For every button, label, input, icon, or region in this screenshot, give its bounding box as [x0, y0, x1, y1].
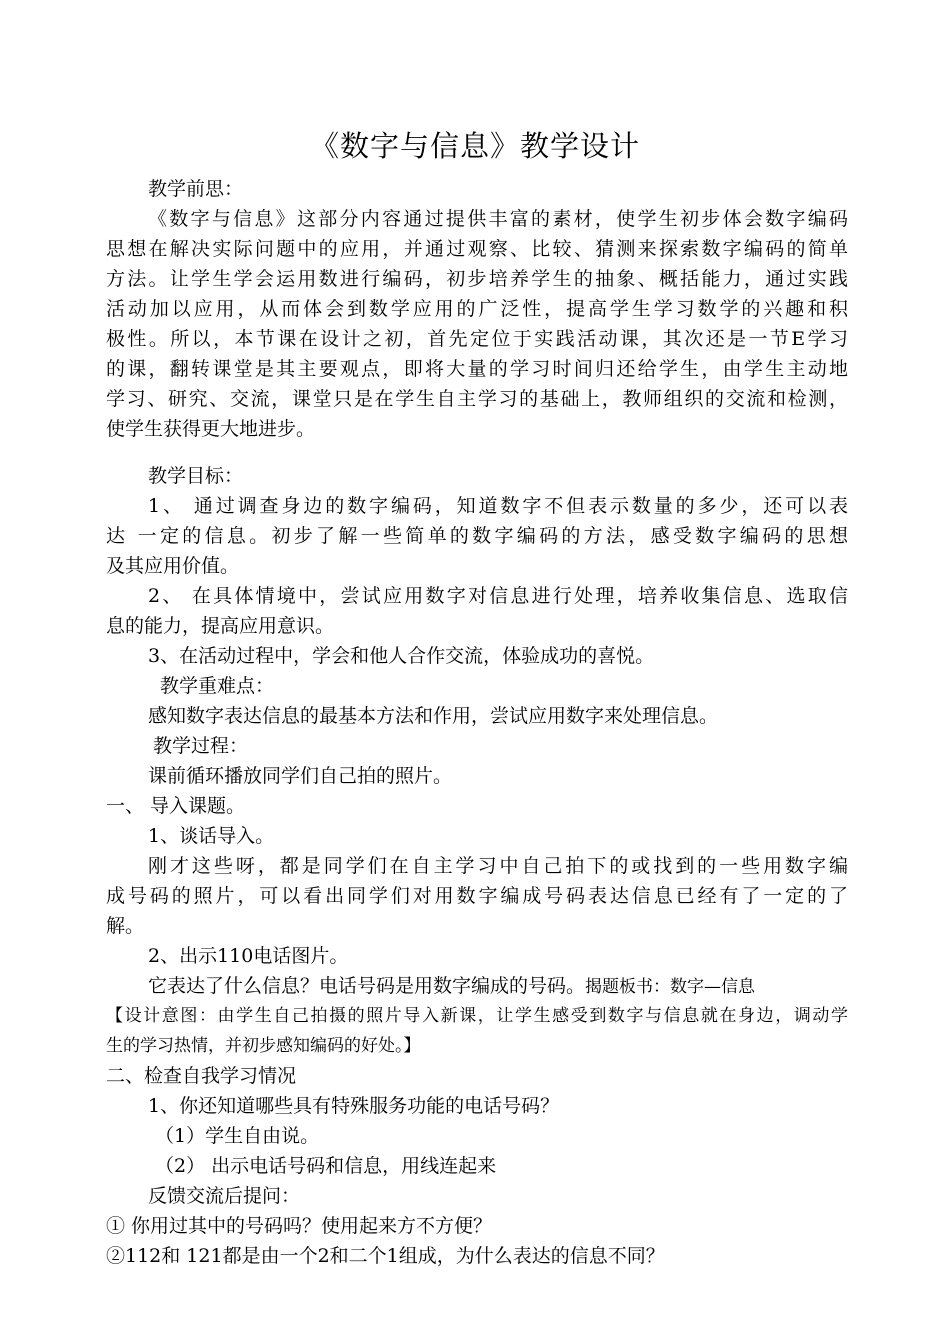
board-note: 揭题板书：数字—信息 — [585, 977, 756, 997]
paragraph-line: 使学生获得更大地进步。 — [106, 418, 316, 440]
paragraph-line: 2、出示110电话图片。 — [148, 945, 349, 967]
section-heading-intro: 一、 导入课题。 — [106, 795, 246, 817]
paragraph-line: 刚才这些呀，都是同学们在自主学习中自己拍下的或找到的一些用数字编 — [148, 855, 848, 877]
paragraph-line: 1、谈话导入。 — [148, 825, 275, 847]
paragraph-line: 活动加以应用，从而体会到数学应用的广泛性，提高学生学习数学的兴趣和积 — [106, 298, 848, 320]
section-heading-key-points: 教学重难点： — [160, 675, 275, 697]
section-heading-process: 教学过程： — [153, 735, 249, 757]
paragraph-line: 极性。所以，本节课在设计之初，首先定位于实践活动课，其次还是一节E学习 — [106, 328, 848, 350]
paragraph-line: 1、你还知道哪些具有特殊服务功能的电话号码？ — [148, 1095, 560, 1117]
paragraph-line: （2） 出示电话号码和信息，用线连起来 — [155, 1155, 497, 1177]
section-heading-objectives: 教学目标： — [148, 465, 244, 487]
paragraph-line: 成号码的照片，可以看出同学们对用数字编成号码表达信息已经有了一定的了 — [106, 885, 848, 907]
paragraph-line: 2、 在具体情境中，尝试应用数字对信息进行处理，培养收集信息、选取信 — [148, 585, 848, 607]
paragraph-line: 课前循环播放同学们自己拍的照片。 — [148, 765, 453, 787]
document-title: 《数字与信息》教学设计 — [309, 129, 640, 163]
section-heading-pre-thoughts: 教学前思： — [148, 178, 244, 200]
paragraph-line: 思想在解决实际问题中的应用，并通过观察、比较、猜测来探索数字编码的简单 — [106, 238, 848, 260]
paragraph-line: 学习、研究、交流，课堂只是在学生自主学习的基础上，教师组织的交流和检测， — [106, 388, 848, 410]
question-item: ②112和 121都是由一个2和二个1组成，为什么表达的信息不同？ — [106, 1245, 665, 1267]
paragraph-line: 3、在活动过程中，学会和他人合作交流，体验成功的喜悦。 — [148, 645, 655, 667]
paragraph-line: 《数字与信息》这部分内容通过提供丰富的素材，使学生初步体会数字编码 — [148, 208, 848, 230]
paragraph-line: 的课，翻转课堂是其主要观点，即将大量的学习时间归还给学生，由学生主动地 — [106, 358, 848, 380]
paragraph-line: 解。 — [106, 915, 145, 937]
paragraph-line: 方法。让学生学会运用数进行编码，初步培养学生的抽象、概括能力，通过实践 — [106, 268, 848, 290]
design-intent-note: 【设计意图：由学生自己拍摄的照片导入新课，让学生感受到数字与信息就在身边，调动学 — [106, 1006, 848, 1026]
question-text: 它表达了什么信息？电话号码是用数字编成的号码。 — [148, 975, 586, 997]
paragraph-line: 息的能力，提高应用意识。 — [106, 615, 335, 637]
paragraph-line: （1）学生自由说。 — [155, 1125, 320, 1147]
paragraph-line — [148, 971, 848, 1002]
paragraph-line: 1、 通过调查身边的数字编码，知道数字不但表示数量的多少，还可以表 — [148, 495, 848, 517]
paragraph-line: 及其应用价值。 — [106, 555, 240, 577]
paragraph-line: 感知数字表达信息的最基本方法和作用，尝试应用数字来处理信息。 — [148, 705, 719, 727]
paragraph-line: 反馈交流后提问： — [148, 1185, 301, 1207]
section-heading-self-study: 二、检查自我学习情况 — [106, 1065, 297, 1087]
question-item: ① 你用过其中的号码吗？使用起来方不方便？ — [106, 1215, 493, 1237]
paragraph-line: 达 一定的信息。初步了解一些简单的数字编码的方法，感受数字编码的思想 — [106, 525, 848, 547]
design-intent-note: 生的学习热情，并初步感知编码的好处。】 — [106, 1036, 421, 1056]
